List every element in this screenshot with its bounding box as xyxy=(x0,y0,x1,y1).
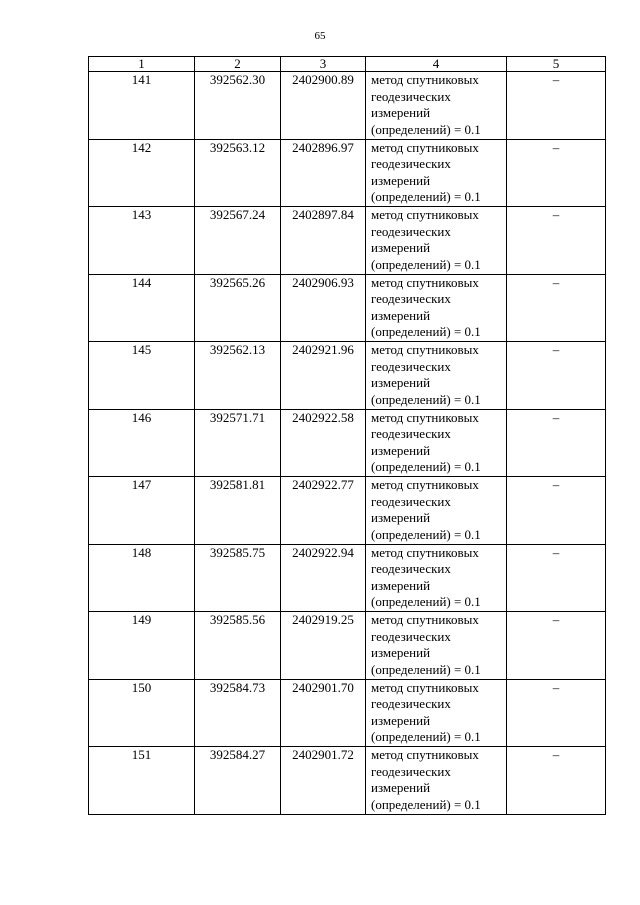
method-cell xyxy=(366,342,507,410)
table-row xyxy=(89,72,606,140)
method-line: измерений xyxy=(371,645,431,660)
x-coordinate-cell: 392563.12 xyxy=(195,139,281,207)
method-line: (определений) = 0.1 xyxy=(371,729,481,744)
method-cell xyxy=(366,139,507,207)
point-number-cell: 147 xyxy=(89,477,195,545)
x-coordinate-cell: 392585.75 xyxy=(195,544,281,612)
note-cell: – xyxy=(507,679,606,747)
y-coordinate-cell: 2402922.77 xyxy=(281,477,366,545)
method-line: (определений) = 0.1 xyxy=(371,796,481,812)
note-cell: – xyxy=(507,612,606,680)
method-line: измерений xyxy=(371,577,431,593)
point-number-cell: 148 xyxy=(89,544,195,612)
column-header-2: 2 xyxy=(195,57,281,72)
method-line: измерений xyxy=(371,780,431,795)
method-line: (определений) = 0.1 xyxy=(371,661,481,677)
y-coordinate-cell: 2402922.58 xyxy=(281,409,366,477)
table-row xyxy=(89,139,606,207)
x-coordinate-cell: 392585.56 xyxy=(195,612,281,680)
method-line: метод спутниковых xyxy=(371,72,479,87)
method-cell xyxy=(366,612,507,680)
note-cell: – xyxy=(507,274,606,342)
y-coordinate-cell: 2402900.89 xyxy=(281,72,366,140)
note-cell: – xyxy=(507,477,606,545)
method-line: геодезических xyxy=(371,291,451,306)
method-cell xyxy=(366,544,507,612)
table-row xyxy=(89,274,606,342)
column-header-3: 3 xyxy=(281,57,366,72)
method-cell xyxy=(366,747,507,815)
method-line: геодезических xyxy=(371,88,451,104)
method-line: измерений xyxy=(371,172,431,188)
method-line: (определений) = 0.1 xyxy=(371,594,481,609)
point-number-cell: 144 xyxy=(89,274,195,342)
note-cell: – xyxy=(507,207,606,275)
y-coordinate-cell: 2402901.72 xyxy=(281,747,366,815)
method-line: метод спутниковых xyxy=(371,274,479,290)
column-header-4: 4 xyxy=(366,57,507,72)
method-line: измерений xyxy=(371,105,431,120)
table-row xyxy=(89,544,606,612)
method-line: измерений xyxy=(371,307,431,323)
note-cell: – xyxy=(507,342,606,410)
method-line: метод спутниковых xyxy=(371,342,479,357)
method-line: геодезических xyxy=(371,763,451,779)
method-line: геодезических xyxy=(371,493,451,509)
method-line: геодезических xyxy=(371,156,451,171)
x-coordinate-cell: 392562.30 xyxy=(195,72,281,140)
method-line: измерений xyxy=(371,240,431,255)
x-coordinate-cell: 392562.13 xyxy=(195,342,281,410)
method-line: (определений) = 0.1 xyxy=(371,526,481,542)
method-line: метод спутниковых xyxy=(371,679,479,695)
method-line: метод спутниковых xyxy=(371,139,479,155)
point-number-cell: 145 xyxy=(89,342,195,410)
method-line: геодезических xyxy=(371,696,451,711)
table-row xyxy=(89,207,606,275)
note-cell: – xyxy=(507,139,606,207)
method-line: геодезических xyxy=(371,223,451,239)
note-cell: – xyxy=(507,747,606,815)
table-header-row xyxy=(89,57,606,72)
method-cell xyxy=(366,679,507,747)
y-coordinate-cell: 2402919.25 xyxy=(281,612,366,680)
method-line: (определений) = 0.1 xyxy=(371,459,481,474)
page-number: 65 xyxy=(314,30,326,42)
x-coordinate-cell: 392581.81 xyxy=(195,477,281,545)
column-header-1: 1 xyxy=(89,57,195,72)
column-header-5: 5 xyxy=(507,57,606,72)
x-coordinate-cell: 392584.27 xyxy=(195,747,281,815)
method-line: геодезических xyxy=(371,426,451,441)
method-line: (определений) = 0.1 xyxy=(371,121,481,137)
method-line: геодезических xyxy=(371,561,451,576)
method-cell xyxy=(366,274,507,342)
method-line: метод спутниковых xyxy=(371,409,479,425)
method-line: (определений) = 0.1 xyxy=(371,391,481,407)
table-row xyxy=(89,747,606,815)
method-line: метод спутниковых xyxy=(371,207,479,222)
point-number-cell: 142 xyxy=(89,139,195,207)
method-line: измерений xyxy=(371,712,431,728)
method-line: метод спутниковых xyxy=(371,612,479,627)
point-number-cell: 150 xyxy=(89,679,195,747)
point-number-cell: 151 xyxy=(89,747,195,815)
method-cell xyxy=(366,207,507,275)
coordinates-table xyxy=(88,56,606,815)
point-number-cell: 143 xyxy=(89,207,195,275)
method-line: (определений) = 0.1 xyxy=(371,256,481,272)
method-cell xyxy=(366,72,507,140)
y-coordinate-cell: 2402922.94 xyxy=(281,544,366,612)
method-line: геодезических xyxy=(371,628,451,644)
method-line: метод спутниковых xyxy=(371,544,479,560)
y-coordinate-cell: 2402901.70 xyxy=(281,679,366,747)
table-row xyxy=(89,409,606,477)
table-row xyxy=(89,612,606,680)
note-cell: – xyxy=(507,72,606,140)
note-cell: – xyxy=(507,544,606,612)
table-row xyxy=(89,477,606,545)
method-line: метод спутниковых xyxy=(371,747,479,762)
point-number-cell: 146 xyxy=(89,409,195,477)
point-number-cell: 141 xyxy=(89,72,195,140)
method-line: измерений xyxy=(371,442,431,458)
method-line: измерений xyxy=(371,375,431,390)
method-line: (определений) = 0.1 xyxy=(371,189,481,204)
x-coordinate-cell: 392565.26 xyxy=(195,274,281,342)
x-coordinate-cell: 392571.71 xyxy=(195,409,281,477)
point-number-cell: 149 xyxy=(89,612,195,680)
y-coordinate-cell: 2402906.93 xyxy=(281,274,366,342)
y-coordinate-cell: 2402921.96 xyxy=(281,342,366,410)
note-cell: – xyxy=(507,409,606,477)
method-line: геодезических xyxy=(371,358,451,374)
method-line: (определений) = 0.1 xyxy=(371,324,481,339)
y-coordinate-cell: 2402897.84 xyxy=(281,207,366,275)
table-row xyxy=(89,679,606,747)
method-line: измерений xyxy=(371,510,431,525)
table-row xyxy=(89,342,606,410)
x-coordinate-cell: 392584.73 xyxy=(195,679,281,747)
method-cell xyxy=(366,477,507,545)
x-coordinate-cell: 392567.24 xyxy=(195,207,281,275)
y-coordinate-cell: 2402896.97 xyxy=(281,139,366,207)
method-line: метод спутниковых xyxy=(371,477,479,492)
method-cell xyxy=(366,409,507,477)
